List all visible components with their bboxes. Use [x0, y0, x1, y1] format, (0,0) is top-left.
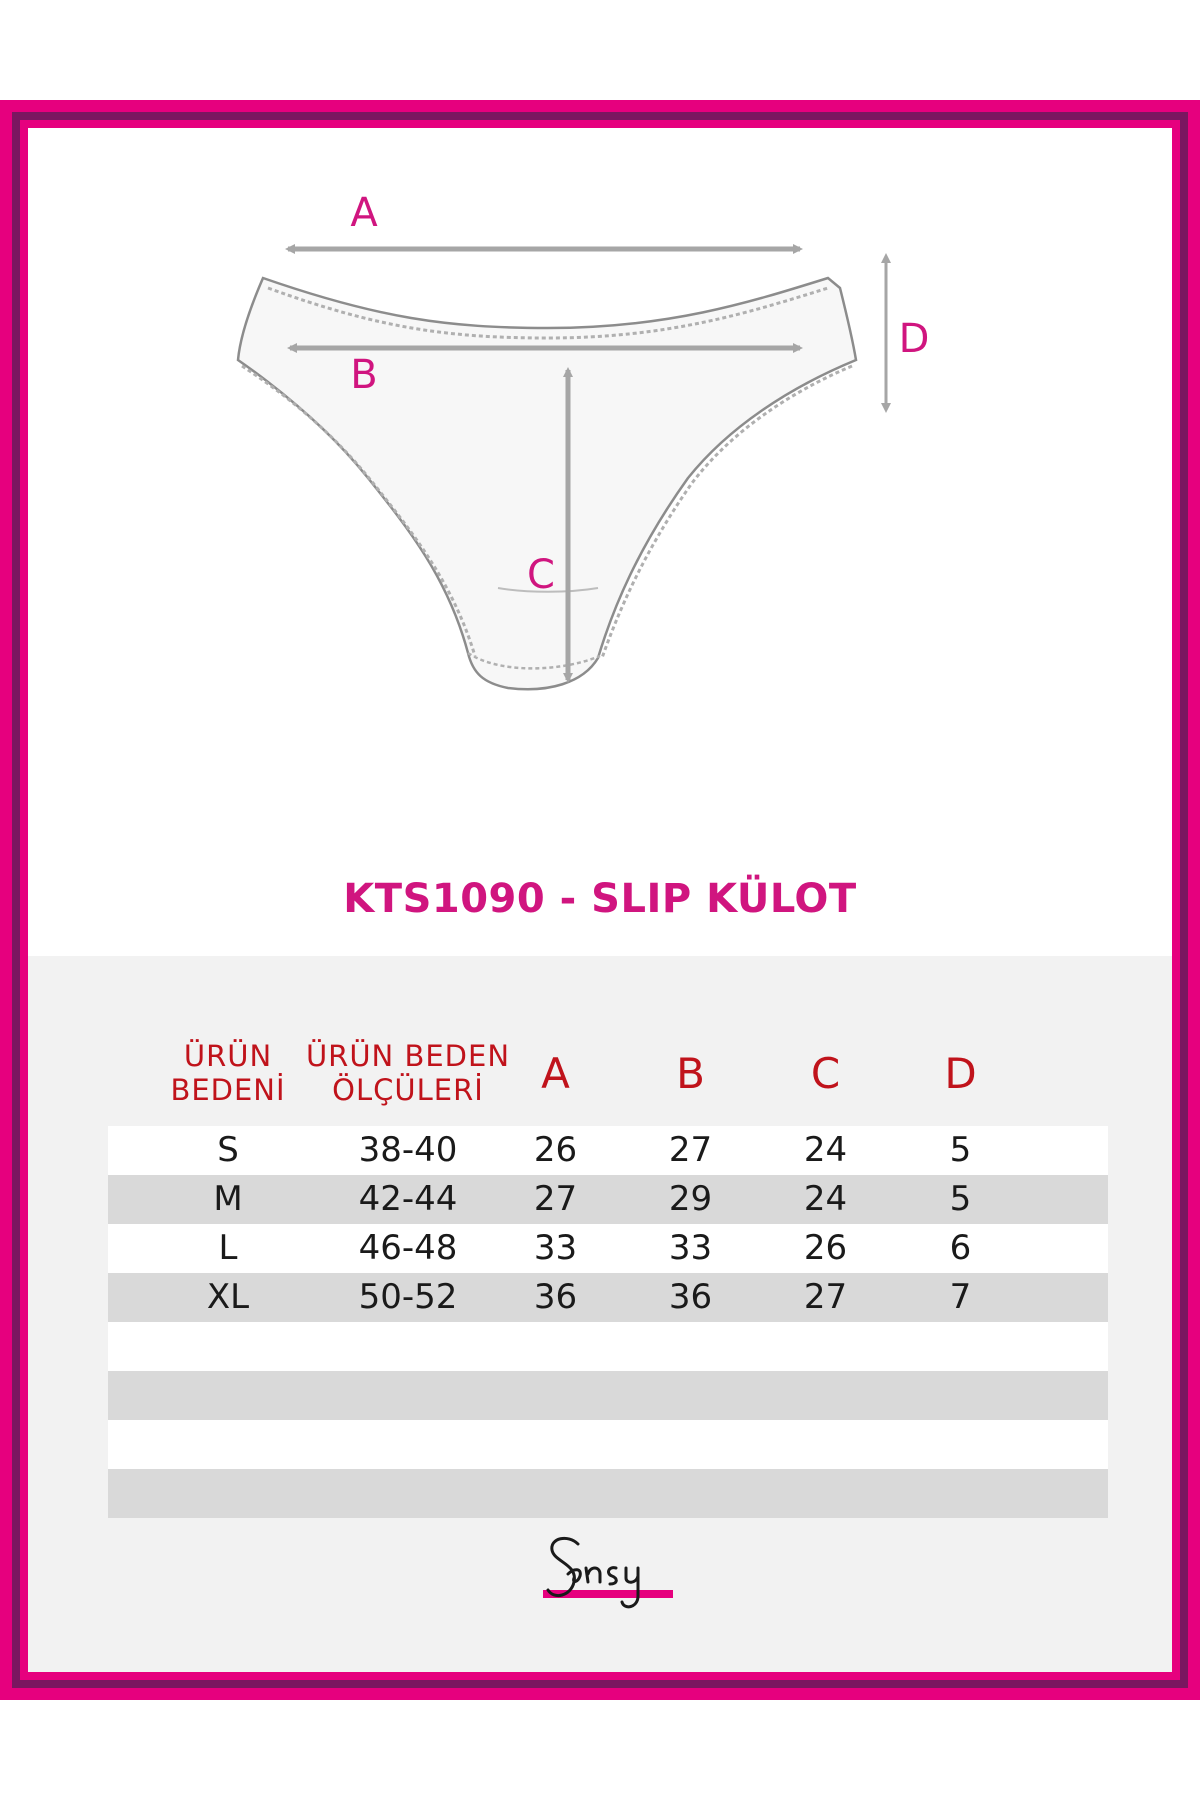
- cell-a: 36: [533, 1277, 578, 1317]
- cell-b: [623, 1469, 758, 1518]
- cell-b: [623, 1322, 758, 1371]
- cell-d: [893, 1371, 1028, 1420]
- header-a: A: [541, 1048, 570, 1098]
- cell-b: 27: [668, 1130, 713, 1170]
- cell-d: [893, 1420, 1028, 1469]
- header-measure-line1: ÜRÜN BEDEN: [305, 1039, 511, 1073]
- table-row: [108, 1175, 1108, 1224]
- cell-c: 26: [803, 1228, 848, 1268]
- cell-b: [623, 1371, 758, 1420]
- size-table-body: [108, 1126, 1108, 1518]
- cell-range: 38-40: [358, 1130, 458, 1170]
- label-d: D: [898, 316, 930, 362]
- size-chart-card: [28, 128, 1172, 1672]
- cell-range: 46-48: [358, 1228, 458, 1268]
- cell-c: 24: [803, 1130, 848, 1170]
- cell-a: 33: [533, 1228, 578, 1268]
- cell-b: [623, 1420, 758, 1469]
- page-frame: [0, 100, 1200, 1700]
- table-row: [108, 1469, 1108, 1518]
- garment-diagram: [28, 128, 1172, 948]
- cell-b: 29: [668, 1179, 713, 1219]
- frame-border: [12, 112, 1188, 1688]
- cell-d: [893, 1469, 1028, 1518]
- cell-d: 5: [949, 1130, 972, 1170]
- header-b: B: [676, 1048, 705, 1098]
- cell-b: 36: [668, 1277, 713, 1317]
- cell-c: 27: [803, 1277, 848, 1317]
- cell-d: 5: [949, 1179, 972, 1219]
- cell-d: 7: [949, 1277, 972, 1317]
- label-a: A: [350, 190, 378, 236]
- cell-c: [758, 1322, 893, 1371]
- brand-logo: [528, 1516, 688, 1626]
- header-size-line2: BEDENİ: [170, 1073, 286, 1107]
- label-b: B: [350, 352, 378, 398]
- cell-b: 33: [668, 1228, 713, 1268]
- cell-c: [758, 1469, 893, 1518]
- cell-d: 6: [949, 1228, 972, 1268]
- cell-size: XL: [206, 1277, 250, 1317]
- label-c: C: [527, 552, 555, 598]
- table-row: [108, 1126, 1108, 1175]
- product-title: KTS1090 - SLIP KÜLOT: [343, 876, 857, 922]
- briefs-illustration: [238, 278, 856, 689]
- cell-a: [488, 1469, 623, 1518]
- header-size-line1: ÜRÜN: [183, 1039, 273, 1073]
- cell-a: 27: [533, 1179, 578, 1219]
- table-row: [108, 1224, 1108, 1273]
- cell-d: [893, 1322, 1028, 1371]
- header-measure-line2: ÖLÇÜLERİ: [332, 1073, 484, 1107]
- frame-inner-border: [20, 120, 1180, 1680]
- cell-a: [488, 1322, 623, 1371]
- table-row: [108, 1273, 1108, 1322]
- cell-a: 26: [533, 1130, 578, 1170]
- cell-size: L: [218, 1228, 238, 1268]
- cell-c: 24: [803, 1179, 848, 1219]
- header-c: C: [810, 1048, 841, 1098]
- cell-range: 42-44: [358, 1179, 458, 1219]
- table-header: [108, 1028, 1108, 1118]
- table-row: [108, 1420, 1108, 1469]
- cell-size: M: [213, 1179, 243, 1219]
- cell-range: 50-52: [358, 1277, 458, 1317]
- table-row: [108, 1322, 1108, 1371]
- cell-c: [758, 1420, 893, 1469]
- cell-a: [488, 1420, 623, 1469]
- cell-a: [488, 1371, 623, 1420]
- header-d: D: [944, 1048, 977, 1098]
- size-table-section: [28, 956, 1172, 1672]
- cell-size: S: [217, 1130, 239, 1170]
- cell-c: [758, 1371, 893, 1420]
- table-row: [108, 1371, 1108, 1420]
